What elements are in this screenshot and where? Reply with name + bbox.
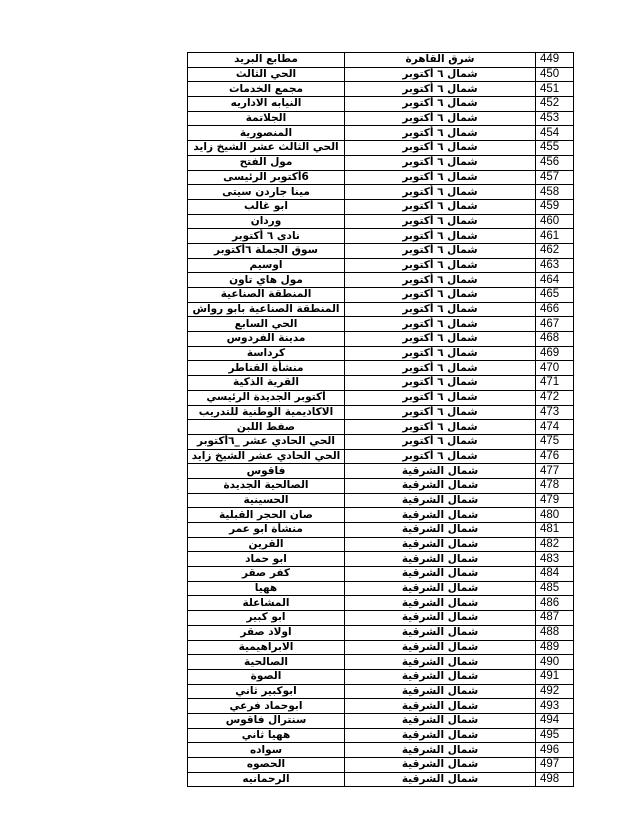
region-cell: شمال ٦ أكتوبر	[345, 243, 536, 258]
row-number-cell: 465	[536, 288, 574, 303]
office-name-cell: ههيا ثاني	[188, 728, 345, 743]
region-cell: شمال ٦ أكتوبر	[345, 376, 536, 391]
row-number-cell: 483	[536, 552, 574, 567]
table-row	[188, 214, 574, 229]
table-row	[188, 449, 574, 464]
office-name-cell: مول الفتح	[188, 155, 345, 170]
office-name-cell: النيابه الاداريه	[188, 97, 345, 112]
table-row	[188, 273, 574, 288]
row-number-cell: 453	[536, 111, 574, 126]
table-row	[188, 243, 574, 258]
table-row	[188, 684, 574, 699]
table-row	[188, 478, 574, 493]
region-cell: شمال ٦ أكتوبر	[345, 258, 536, 273]
row-number-cell: 461	[536, 229, 574, 244]
region-cell: شمال ٦ أكتوبر	[345, 141, 536, 156]
row-number-cell: 494	[536, 713, 574, 728]
region-cell: شمال ٦ أكتوبر	[345, 405, 536, 420]
table-row	[188, 170, 574, 185]
region-cell: شمال الشرقية	[345, 625, 536, 640]
row-number-cell: 470	[536, 361, 574, 376]
table-row	[188, 258, 574, 273]
office-name-cell: المشاعلة	[188, 596, 345, 611]
table-body	[188, 53, 574, 787]
table-row	[188, 655, 574, 670]
row-number-cell: 490	[536, 655, 574, 670]
row-number-cell: 495	[536, 728, 574, 743]
office-name-cell: المنصورية	[188, 126, 345, 141]
office-name-cell: ههيا	[188, 581, 345, 596]
table-row	[188, 405, 574, 420]
office-name-cell: كفر صقر	[188, 567, 345, 582]
office-name-cell: القرين	[188, 537, 345, 552]
table-row	[188, 537, 574, 552]
row-number-cell: 478	[536, 478, 574, 493]
row-number-cell: 496	[536, 743, 574, 758]
table-row	[188, 758, 574, 773]
region-cell: شمال الشرقية	[345, 611, 536, 626]
region-cell: شمال الشرقية	[345, 478, 536, 493]
office-name-cell: المنطقة الصناعية	[188, 288, 345, 303]
row-number-cell: 452	[536, 97, 574, 112]
table-row	[188, 669, 574, 684]
office-name-cell: سوق الجملة ٦أكتوبر	[188, 243, 345, 258]
region-cell: شمال الشرقية	[345, 655, 536, 670]
row-number-cell: 475	[536, 434, 574, 449]
row-number-cell: 472	[536, 390, 574, 405]
row-number-cell: 486	[536, 596, 574, 611]
table-row	[188, 82, 574, 97]
table-row	[188, 126, 574, 141]
office-name-cell: فاقوس	[188, 464, 345, 479]
row-number-cell: 493	[536, 699, 574, 714]
office-name-cell: الصوة	[188, 669, 345, 684]
table-row	[188, 141, 574, 156]
office-name-cell: 6أكتوبر الرئيسى	[188, 170, 345, 185]
data-table	[187, 52, 574, 787]
row-number-cell: 450	[536, 67, 574, 82]
row-number-cell: 488	[536, 625, 574, 640]
row-number-cell: 449	[536, 53, 574, 68]
table-row	[188, 772, 574, 787]
table-row	[188, 67, 574, 82]
region-cell: شمال الشرقية	[345, 772, 536, 787]
region-cell: شمال ٦ أكتوبر	[345, 97, 536, 112]
table-row	[188, 97, 574, 112]
region-cell: شمال ٦ أكتوبر	[345, 273, 536, 288]
office-name-cell: الحي الحادي عشر _٦أكتوبر	[188, 434, 345, 449]
table-row	[188, 229, 574, 244]
row-number-cell: 469	[536, 346, 574, 361]
row-number-cell: 476	[536, 449, 574, 464]
region-cell: شمال ٦ أكتوبر	[345, 449, 536, 464]
office-name-cell: مول هاي تاون	[188, 273, 345, 288]
region-cell: شمال الشرقية	[345, 596, 536, 611]
table-row	[188, 640, 574, 655]
row-number-cell: 454	[536, 126, 574, 141]
table-row	[188, 552, 574, 567]
row-number-cell: 491	[536, 669, 574, 684]
office-name-cell: صفط اللبن	[188, 420, 345, 435]
table-row	[188, 508, 574, 523]
office-name-cell: القرية الذكية	[188, 376, 345, 391]
row-number-cell: 463	[536, 258, 574, 273]
row-number-cell: 489	[536, 640, 574, 655]
table-row	[188, 713, 574, 728]
table-row	[188, 699, 574, 714]
table-row	[188, 581, 574, 596]
table-row	[188, 493, 574, 508]
region-cell: شمال ٦ أكتوبر	[345, 82, 536, 97]
office-name-cell: الصالحية	[188, 655, 345, 670]
office-name-cell: مدينة الفردوس	[188, 332, 345, 347]
region-cell: شمال ٦ أكتوبر	[345, 332, 536, 347]
office-name-cell: منشأة ابو عمر	[188, 523, 345, 538]
table-row	[188, 346, 574, 361]
region-cell: شمال الشرقية	[345, 684, 536, 699]
office-name-cell: ابو غالب	[188, 199, 345, 214]
region-cell: شمال ٦ أكتوبر	[345, 420, 536, 435]
region-cell: شمال الشرقية	[345, 537, 536, 552]
table-row	[188, 111, 574, 126]
row-number-cell: 462	[536, 243, 574, 258]
office-name-cell: نادى ٦ أكتوبر	[188, 229, 345, 244]
table-row	[188, 185, 574, 200]
row-number-cell: 455	[536, 141, 574, 156]
office-name-cell: الحي السابع	[188, 317, 345, 332]
office-name-cell: ابوحماد فرعي	[188, 699, 345, 714]
office-name-cell: ابو حماد	[188, 552, 345, 567]
row-number-cell: 457	[536, 170, 574, 185]
office-name-cell: أكتوبر الجديدة الرئيسي	[188, 390, 345, 405]
table-row	[188, 361, 574, 376]
region-cell: شمال ٦ أكتوبر	[345, 155, 536, 170]
row-number-cell: 467	[536, 317, 574, 332]
region-cell: شمال ٦ أكتوبر	[345, 288, 536, 303]
region-cell: شمال ٦ أكتوبر	[345, 67, 536, 82]
table-row	[188, 523, 574, 538]
region-cell: شمال ٦ أكتوبر	[345, 390, 536, 405]
row-number-cell: 484	[536, 567, 574, 582]
table-row	[188, 53, 574, 68]
region-cell: شمال الشرقية	[345, 567, 536, 582]
region-cell: شمال ٦ أكتوبر	[345, 214, 536, 229]
table-row	[188, 317, 574, 332]
office-name-cell: الحي الثالث	[188, 67, 345, 82]
region-cell: شمال الشرقية	[345, 508, 536, 523]
office-name-cell: الحسينية	[188, 493, 345, 508]
row-number-cell: 497	[536, 758, 574, 773]
row-number-cell: 456	[536, 155, 574, 170]
region-cell: شمال الشرقية	[345, 743, 536, 758]
office-name-cell: الابراهيمية	[188, 640, 345, 655]
row-number-cell: 481	[536, 523, 574, 538]
region-cell: شرق القاهرة	[345, 53, 536, 68]
row-number-cell: 466	[536, 302, 574, 317]
row-number-cell: 485	[536, 581, 574, 596]
region-cell: شمال الشرقية	[345, 523, 536, 538]
table-row	[188, 464, 574, 479]
table-row	[188, 611, 574, 626]
row-number-cell: 480	[536, 508, 574, 523]
region-cell: شمال الشرقية	[345, 728, 536, 743]
office-name-cell: سنترال فاقوس	[188, 713, 345, 728]
row-number-cell: 487	[536, 611, 574, 626]
row-number-cell: 468	[536, 332, 574, 347]
region-cell: شمال ٦ أكتوبر	[345, 111, 536, 126]
office-name-cell: اوسيم	[188, 258, 345, 273]
office-name-cell: الصالحية الجديدة	[188, 478, 345, 493]
table-row	[188, 199, 574, 214]
row-number-cell: 459	[536, 199, 574, 214]
office-name-cell: منشأة القناطر	[188, 361, 345, 376]
row-number-cell: 464	[536, 273, 574, 288]
table-row	[188, 390, 574, 405]
office-name-cell: اولاد صقر	[188, 625, 345, 640]
office-name-cell: مجمع الخدمات	[188, 82, 345, 97]
table-row	[188, 288, 574, 303]
row-number-cell: 458	[536, 185, 574, 200]
table-row	[188, 743, 574, 758]
table-row	[188, 625, 574, 640]
office-name-cell: الرحمانيه	[188, 772, 345, 787]
region-cell: شمال ٦ أكتوبر	[345, 199, 536, 214]
office-name-cell: وردان	[188, 214, 345, 229]
region-cell: شمال الشرقية	[345, 493, 536, 508]
region-cell: شمال ٦ أكتوبر	[345, 434, 536, 449]
table-row	[188, 302, 574, 317]
office-name-cell: الحي الثالث عشر الشيخ زايد	[188, 141, 345, 156]
row-number-cell: 477	[536, 464, 574, 479]
office-name-cell: الجلاتمة	[188, 111, 345, 126]
region-cell: شمال الشرقية	[345, 713, 536, 728]
region-cell: شمال ٦ أكتوبر	[345, 229, 536, 244]
office-name-cell: مطابع البريد	[188, 53, 345, 68]
row-number-cell: 471	[536, 376, 574, 391]
table-row	[188, 332, 574, 347]
region-cell: شمال الشرقية	[345, 699, 536, 714]
region-cell: شمال ٦ أكتوبر	[345, 317, 536, 332]
office-name-cell: ابو كبير	[188, 611, 345, 626]
office-name-cell: صان الحجر القبلية	[188, 508, 345, 523]
region-cell: شمال ٦ أكتوبر	[345, 361, 536, 376]
office-name-cell: سواده	[188, 743, 345, 758]
office-name-cell: الحي الحادي عشر الشيخ زايد	[188, 449, 345, 464]
row-number-cell: 473	[536, 405, 574, 420]
office-name-cell: الاكاديمية الوطنية للتدريب	[188, 405, 345, 420]
region-cell: شمال ٦ أكتوبر	[345, 126, 536, 141]
office-name-cell: كرداسة	[188, 346, 345, 361]
row-number-cell: 460	[536, 214, 574, 229]
table-row	[188, 376, 574, 391]
table-row	[188, 434, 574, 449]
region-cell: شمال الشرقية	[345, 464, 536, 479]
office-name-cell: ابوكبير ثاني	[188, 684, 345, 699]
row-number-cell: 451	[536, 82, 574, 97]
region-cell: شمال الشرقية	[345, 552, 536, 567]
table-row	[188, 155, 574, 170]
office-name-cell: مينا جاردن سيتى	[188, 185, 345, 200]
region-cell: شمال ٦ أكتوبر	[345, 185, 536, 200]
row-number-cell: 479	[536, 493, 574, 508]
table-row	[188, 567, 574, 582]
region-cell: شمال ٦ أكتوبر	[345, 170, 536, 185]
table-row	[188, 420, 574, 435]
row-number-cell: 498	[536, 772, 574, 787]
region-cell: شمال ٦ أكتوبر	[345, 346, 536, 361]
region-cell: شمال الشرقية	[345, 669, 536, 684]
table-row	[188, 728, 574, 743]
office-name-cell: المنطقة الصناعية بابو رواش	[188, 302, 345, 317]
row-number-cell: 492	[536, 684, 574, 699]
table-row	[188, 596, 574, 611]
region-cell: شمال الشرقية	[345, 640, 536, 655]
region-cell: شمال الشرقية	[345, 758, 536, 773]
region-cell: شمال الشرقية	[345, 581, 536, 596]
row-number-cell: 482	[536, 537, 574, 552]
region-cell: شمال ٦ أكتوبر	[345, 302, 536, 317]
row-number-cell: 474	[536, 420, 574, 435]
office-name-cell: الحصوه	[188, 758, 345, 773]
